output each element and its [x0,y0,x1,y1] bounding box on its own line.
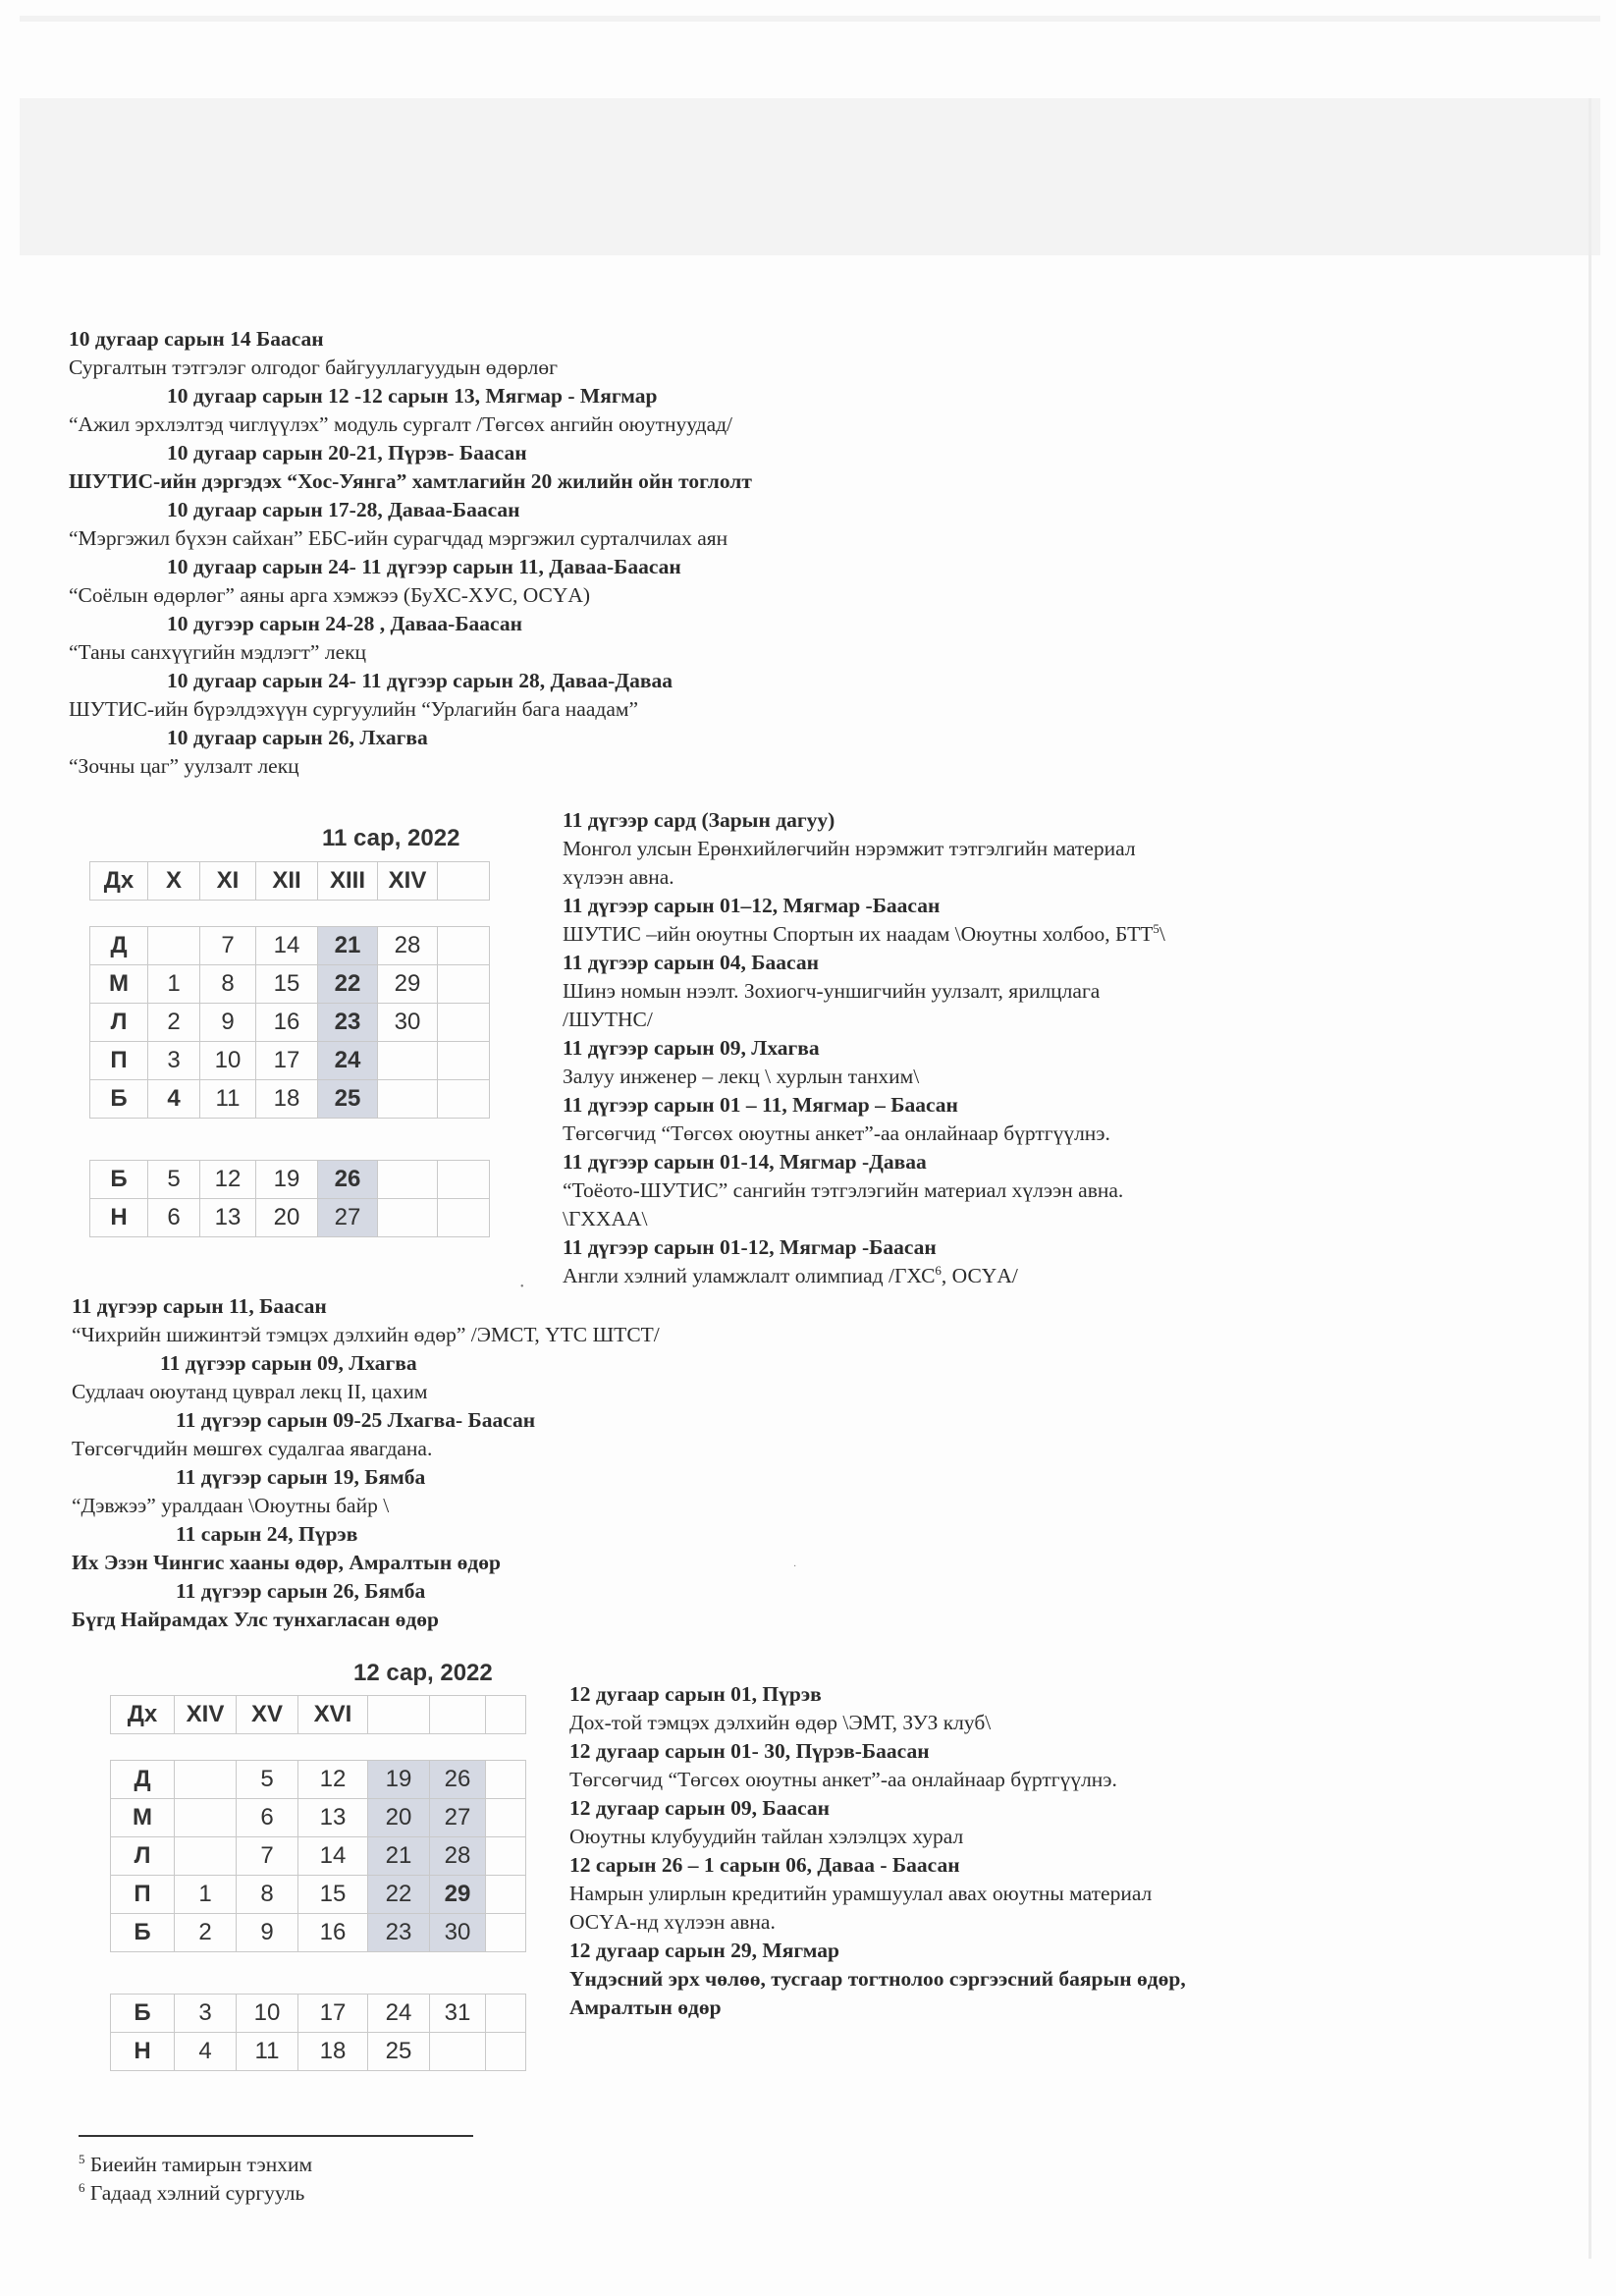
calendar-day-cell [438,1042,490,1080]
calendar-weekday-cell: Н [111,2033,175,2071]
calendar-day-cell: 23 [368,1914,430,1952]
calendar-weekday-cell: П [90,1042,148,1080]
calendar-day-cell: 10 [200,1042,256,1080]
calendar-day-cell: 11 [200,1080,256,1119]
calendar-day-cell: 26 [430,1761,486,1799]
calendar-day-cell: 28 [378,927,438,965]
calendar-header-cell: XIV [175,1696,237,1734]
calendar-day-cell [486,1995,526,2033]
calendar-dec-weekend [110,1994,526,2071]
calendar-nov-weekdays [89,926,490,1119]
calendar-day-cell: 17 [298,1995,368,2033]
event-desc-line: \ГХХАА\ [563,1207,648,1230]
event-desc-line: Монгол улсын Ерөнхийлөгчийн нэрэмжит тэтгэлгийн материал [563,837,1136,860]
event-date-line: Их Эзэн Чингис хааны өдөр, Амралтын өдөр [72,1551,501,1574]
calendar-header-cell: XIII [318,862,378,901]
calendar-day-cell: 5 [148,1161,200,1199]
calendar-day-cell: 2 [175,1914,237,1952]
event-date-line: 11 дүгээр сарын 01 – 11, Мягмар – Баасан [563,1093,958,1117]
calendar-header-cell [438,862,490,901]
event-desc-line: Намрын улирлын кредитийн урамшуулал авах оюутны материал [569,1882,1153,1905]
calendar-weekday-cell: М [111,1799,175,1837]
event-date-line: 11 дүгээр сарын 09, Лхагва [563,1036,820,1060]
calendar-day-cell: 2 [148,1004,200,1042]
calendar-weekday-cell: Б [90,1161,148,1199]
calendar-day-cell: 16 [256,1004,318,1042]
calendar-day-cell: 30 [378,1004,438,1042]
calendar-day-cell: 21 [368,1837,430,1876]
calendar-day-cell: 20 [256,1199,318,1237]
calendar-day-cell: 5 [237,1761,298,1799]
calendar-day-cell [486,1761,526,1799]
calendar-weekday-cell: Б [90,1080,148,1119]
october-events [69,325,952,781]
calendar-header-cell: X [148,862,200,901]
calendar-dec-header [110,1695,526,1734]
calendar-day-cell: 23 [318,1004,378,1042]
calendar-day-cell: 10 [237,1995,298,2033]
calendar-weekday-cell: Б [111,1914,175,1952]
calendar-header-cell: Дх [90,862,148,901]
calendar-day-cell: 22 [318,965,378,1004]
event-date-line: 12 дугаар сарын 09, Баасан [569,1796,831,1820]
calendar-day-cell: 17 [256,1042,318,1080]
calendar-header-cell [486,1696,526,1734]
calendar-day-cell [438,965,490,1004]
calendar-day-cell: 19 [256,1161,318,1199]
calendar-nov-weekend [89,1160,490,1237]
calendar-day-cell: 9 [237,1914,298,1952]
event-desc-line: ШУТИС –ийн оюутны Спортын их наадам \Оюутны холбоо, БТТ$^5$\ [563,920,1165,946]
calendar-day-cell: 13 [200,1199,256,1237]
calendar-header-cell: XII [256,862,318,901]
event-date-line: 11 сарын 24, Пүрэв [176,1522,358,1546]
calendar-day-cell [175,1837,237,1876]
event-date-line: 11 дүгээр сард (Зарын дагуу) [563,808,835,832]
calendar-day-cell: 27 [430,1799,486,1837]
calendar-day-cell [378,1199,438,1237]
event-date-line: 12 дугаар сарын 29, Мягмар [569,1939,840,1962]
event-date-line: Бүгд Найрамдах Улс тунхагласан өдөр [72,1608,439,1631]
calendar-day-cell: 15 [298,1876,368,1914]
event-desc-line: “Таны санхүүгийн мэдлэгт” лекц [69,640,367,664]
event-date-line: ШУТИС-ийн дэргэдэх “Хос-Уянга” хамтлагийн 20 жилийн ойн тоглолт [69,469,752,493]
event-date-line: 12 сарын 26 – 1 сарын 06, Даваа - Баасан [569,1853,960,1877]
calendar-day-cell [486,1876,526,1914]
event-desc-line: Төгсөгчид “Төгсөх оюутны анкет”-аа онлайнаар бүртгүүлнэ. [563,1121,1110,1145]
calendar-day-cell: 3 [175,1995,237,2033]
event-date-line: 11 дүгээр сарын 09, Лхагва [160,1351,417,1375]
calendar-day-cell: 25 [318,1080,378,1119]
event-date-line: Үндэсний эрх чөлөө, тусгаар тогтнолоо сэргээсний баярын өдөр, [569,1967,1186,1991]
calendar-header-cell [368,1696,430,1734]
calendar-header-cell: XV [237,1696,298,1734]
calendar-day-cell [378,1080,438,1119]
event-date-line: 10 дугаар сарын 14 Баасан [69,327,324,351]
event-desc-line: Англи хэлний уламжлалт олимпиад /ГХС$^6$, ОСҮА/ [563,1262,1018,1287]
calendar-day-cell: 14 [298,1837,368,1876]
calendar-day-cell: 31 [430,1995,486,2033]
event-desc-line: Шинэ номын нээлт. Зохиогч-уншигчийн уулзалт, ярилцлага [563,979,1101,1003]
calendar-day-cell [438,1161,490,1199]
calendar-day-cell: 1 [175,1876,237,1914]
event-date-line: 11 дүгээр сарын 11, Баасан [72,1294,327,1318]
calendar-day-cell: 18 [256,1080,318,1119]
calendar-dec-weekdays [110,1760,526,1952]
event-date-line: 11 дүгээр сарын 01-14, Мягмар -Даваа [563,1150,927,1174]
event-desc-line: Төгсөгчдийн мөшгөх судалгаа явагдана. [72,1437,433,1460]
calendar-nov-title: 11 сар, 2022 [322,825,460,851]
scan-shadow-band [20,98,1600,255]
calendar-day-cell: 16 [298,1914,368,1952]
scan-speck: · [793,1561,797,1572]
calendar-day-cell: 20 [368,1799,430,1837]
calendar-day-cell [438,1199,490,1237]
calendar-day-cell: 9 [200,1004,256,1042]
footnote-rule [79,2135,473,2137]
footnote-ref: 5 [1153,920,1159,936]
calendar-day-cell [438,927,490,965]
calendar-day-cell: 6 [237,1799,298,1837]
calendar-header-cell: Дх [111,1696,175,1734]
calendar-day-cell [175,1761,237,1799]
calendar-day-cell [486,1914,526,1952]
event-desc-line: “Чихрийн шижинтэй тэмцэх дэлхийн өдөр” /ЭМСТ, ҮТС ШТСТ/ [72,1323,660,1346]
event-desc-line: “Ажил эрхлэлтэд чиглүүлэх” модуль сургалт /Төгсөх ангийн оюутнуудад/ [69,412,733,436]
calendar-day-cell: 18 [298,2033,368,2071]
calendar-header-cell: XIV [378,862,438,901]
calendar-day-cell: 12 [200,1161,256,1199]
calendar-day-cell [175,1799,237,1837]
event-desc-line: “Тоёото-ШУТИС” сангийн тэтгэлэгийн материал хүлээн авна. [563,1178,1124,1202]
event-date-line: 10 дугаар сарын 24- 11 дүгээр сарын 28, Даваа-Даваа [167,669,673,692]
calendar-day-cell: 19 [368,1761,430,1799]
calendar-weekday-cell: Д [90,927,148,965]
calendar-day-cell: 13 [298,1799,368,1837]
scan-speck: • [520,1282,524,1292]
event-date-line: 10 дугаар сарын 17-28, Даваа-Баасан [167,498,520,521]
event-date-line: 10 дугаар сарын 26, Лхагва [167,726,428,749]
event-date-line: 11 дүгээр сарын 04, Баасан [563,951,819,974]
calendar-nov-header [89,861,490,901]
calendar-day-cell: 25 [368,2033,430,2071]
calendar-day-cell [486,2033,526,2071]
event-date-line: 12 дугаар сарын 01, Пүрэв [569,1682,822,1706]
calendar-weekday-cell: П [111,1876,175,1914]
event-desc-line: Сургалтын тэтгэлэг олгодог байгууллагуудын өдөрлөг [69,355,558,379]
footnote: $^6$ Гадаад хэлний сургууль [79,2179,305,2205]
calendar-day-cell [486,1799,526,1837]
calendar-day-cell: 8 [200,965,256,1004]
event-desc-line: Оюутны клубуудийн тайлан хэлэлцэх хурал [569,1825,964,1848]
footnote-ref: 6 [935,1262,942,1278]
calendar-day-cell: 21 [318,927,378,965]
calendar-day-cell: 11 [237,2033,298,2071]
event-date-line: 11 дүгээр сарын 09-25 Лхагва- Баасан [176,1408,536,1432]
calendar-weekday-cell: Н [90,1199,148,1237]
scan-edge [20,16,1600,22]
calendar-day-cell: 30 [430,1914,486,1952]
event-date-line: 11 дүгээр сарын 01–12, Мягмар -Баасан [563,894,941,917]
calendar-weekday-cell: Д [111,1761,175,1799]
calendar-day-cell: 8 [237,1876,298,1914]
scan-edge-right [1589,98,1591,2259]
event-date-line: 11 дүгээр сарын 19, Бямба [176,1465,426,1489]
calendar-day-cell: 14 [256,927,318,965]
event-desc-line: Төгсөгчид “Төгсөх оюутны анкет”-аа онлайнаар бүртгүүлнэ. [569,1768,1117,1791]
calendar-header-cell [430,1696,486,1734]
calendar-day-cell: 15 [256,965,318,1004]
calendar-weekday-cell: М [90,965,148,1004]
event-desc-line: Залуу инженер – лекц \ хурлын танхим\ [563,1065,920,1088]
event-desc-line: “Соёлын өдөрлөг” аяны арга хэмжээ (БуХС-ХУС, ОСҮА) [69,583,591,607]
event-date-line: 10 дугаар сарын 12 -12 сарын 13, Мягмар - Мягмар [167,384,658,408]
calendar-day-cell: 6 [148,1199,200,1237]
event-date-line: 10 дугээр сарын 24-28 , Даваа-Баасан [167,612,522,635]
calendar-day-cell: 7 [200,927,256,965]
calendar-day-cell [438,1004,490,1042]
calendar-day-cell [378,1161,438,1199]
calendar-day-cell: 29 [378,965,438,1004]
event-desc-line: “Зочны цаг” уулзалт лекц [69,754,299,778]
event-desc-line: Дох-той тэмцэх дэлхийн өдөр \ЭМТ, ЗУЗ клуб\ [569,1711,992,1734]
calendar-day-cell: 4 [148,1080,200,1119]
calendar-header-cell: XVI [298,1696,368,1734]
december-events-right [569,1680,1551,2022]
calendar-day-cell: 12 [298,1761,368,1799]
calendar-day-cell: 27 [318,1199,378,1237]
calendar-weekday-cell: Л [111,1837,175,1876]
calendar-day-cell: 24 [318,1042,378,1080]
calendar-day-cell [486,1837,526,1876]
calendar-dec-title: 12 сар, 2022 [353,1660,493,1686]
event-date-line: Амралтын өдөр [569,1995,722,2019]
calendar-day-cell: 26 [318,1161,378,1199]
calendar-header-cell: XI [200,862,256,901]
event-date-line: 11 дүгээр сарын 26, Бямба [176,1579,426,1603]
calendar-day-cell: 4 [175,2033,237,2071]
event-desc-line: ШУТИС-ийн бүрэлдэхүүн сургуулийн “Урлагийн бага наадам” [69,697,639,721]
footnote: $^5$ Биеийн тамирын тэнхим [79,2151,313,2176]
calendar-day-cell: 22 [368,1876,430,1914]
november-events-left [72,1292,955,1634]
calendar-day-cell [378,1042,438,1080]
event-desc-line: “Мэргэжил бүхэн сайхан” ЕБС-ийн сурагчдад мэргэжил сурталчилах аян [69,526,728,550]
event-desc-line: “Дэвжээ” уралдаан \Оюутны байр \ [72,1494,390,1517]
event-date-line: 11 дүгээр сарын 01-12, Мягмар -Баасан [563,1235,937,1259]
footnotes [79,2151,668,2208]
event-date-line: 12 дугаар сарын 01- 30, Пүрэв-Баасан [569,1739,930,1763]
calendar-day-cell: 7 [237,1837,298,1876]
event-desc-line: /ШУТНС/ [563,1008,653,1031]
calendar-day-cell: 28 [430,1837,486,1876]
november-events-right [563,806,1544,1290]
event-desc-line: Судлаач оюутанд цуврал лекц II, цахим [72,1380,428,1403]
calendar-day-cell [430,2033,486,2071]
event-date-line: 10 дугаар сарын 24- 11 дүгээр сарын 11, Даваа-Баасан [167,555,681,578]
calendar-day-cell: 24 [368,1995,430,2033]
calendar-weekday-cell: Б [111,1995,175,2033]
event-desc-line: хүлээн авна. [563,865,674,889]
calendar-weekday-cell: Л [90,1004,148,1042]
calendar-day-cell: 3 [148,1042,200,1080]
event-date-line: 10 дугаар сарын 20-21, Пүрэв- Баасан [167,441,527,465]
calendar-day-cell: 29 [430,1876,486,1914]
calendar-day-cell [438,1080,490,1119]
calendar-day-cell [148,927,200,965]
event-desc-line: ОСҮА-нд хүлээн авна. [569,1910,776,1934]
calendar-day-cell: 1 [148,965,200,1004]
